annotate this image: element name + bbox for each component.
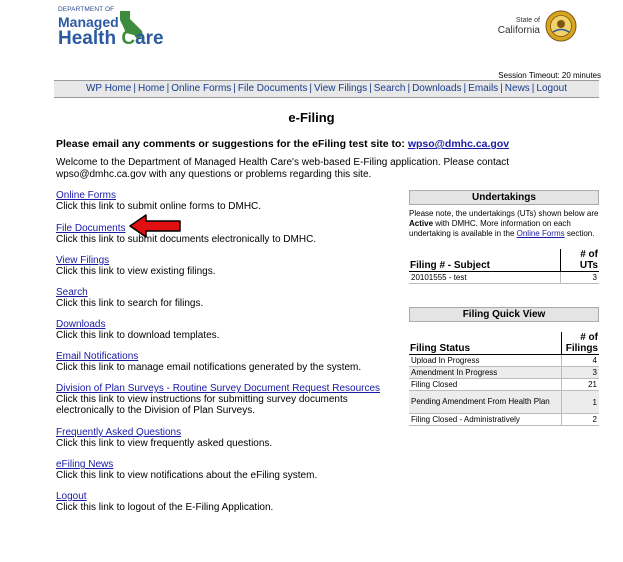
list-item	[56, 427, 272, 449]
link-description: Click this link to view notifications about the eFiling system.	[56, 470, 318, 481]
table-cell-status: Upload In Progress	[409, 355, 562, 367]
email-notice	[56, 138, 509, 150]
link-description: Click this link to view existing filings.	[56, 266, 216, 277]
nav-separator: |	[233, 83, 236, 94]
nav-online-forms[interactable]: Online Forms	[171, 83, 232, 94]
red-arrow-icon	[128, 213, 182, 239]
email-notice-text: Please email any comments or suggestions for the eFiling test site to:	[56, 138, 408, 150]
logout-link[interactable]: Logout	[56, 491, 87, 502]
efiling-news-link[interactable]: eFiling News	[56, 459, 114, 470]
file-documents-link[interactable]: File Documents	[56, 223, 126, 234]
nav-home[interactable]: Home	[137, 83, 165, 94]
nav-separator: |	[166, 83, 170, 94]
logo-dept-line: DEPARTMENT OF	[58, 6, 115, 13]
link-description: Click this link to view frequently asked questions.	[56, 438, 273, 449]
nav-downloads[interactable]: Downloads	[412, 83, 462, 94]
downloads-link[interactable]: Downloads	[56, 319, 106, 330]
list-item	[56, 190, 261, 212]
nav-emails[interactable]: Emails	[468, 83, 499, 94]
table-cell-status: Amendment In Progress	[409, 367, 562, 379]
list-item	[56, 255, 216, 277]
nav-separator: |	[463, 83, 467, 94]
page-title: e-Filing	[288, 110, 335, 125]
undertakings-note: Please note, the undertakings (UTs) shown below are Active with DMHC. More information on each undertaking is available in the Online Forms section.	[409, 209, 599, 238]
list-item	[56, 459, 317, 481]
link-description: Click this link to search for filings.	[56, 298, 204, 309]
dmhc-logo	[56, 6, 176, 48]
link-description: Click this link to download templates.	[56, 330, 220, 341]
view-filings-link[interactable]: View Filings	[56, 255, 110, 266]
table-cell-status: Filing Closed	[409, 379, 562, 391]
undertakings-online-forms-link[interactable]: Online Forms	[516, 229, 565, 238]
column-header-uts: # of UTs	[561, 249, 599, 272]
logo-managed: Managed	[58, 14, 119, 30]
table-row	[409, 379, 599, 391]
table-row	[409, 367, 599, 379]
filing-quick-view-table	[409, 332, 599, 426]
nav-separator: |	[407, 83, 411, 94]
filing-quick-view-panel	[409, 307, 599, 426]
table-cell-count: 3	[561, 272, 599, 284]
nav-view-filings[interactable]: View Filings	[313, 83, 368, 94]
table-cell-status: Pending Amendment From Health Plan	[409, 391, 562, 414]
email-notifications-link[interactable]: Email Notifications	[56, 351, 139, 362]
table-header-row	[409, 332, 599, 355]
nav-separator: |	[500, 83, 503, 94]
table-row	[409, 414, 599, 426]
state-of-california	[488, 17, 540, 36]
column-header-status: Filing Status	[409, 332, 562, 355]
nav-file-documents[interactable]: File Documents	[237, 83, 308, 94]
table-row	[409, 355, 599, 367]
nav-search[interactable]: Search	[373, 83, 406, 94]
column-header-filings: # of Filings	[562, 332, 599, 355]
link-description: Click this link to manage email notifications generated by the system.	[56, 362, 362, 373]
email-notice-link[interactable]: wpso@dmhc.ca.gov	[407, 138, 510, 150]
california-seal-icon	[545, 10, 577, 42]
nav-wp-home[interactable]: WP Home	[85, 83, 132, 94]
top-navigation	[54, 80, 599, 98]
logo-health-care: Health Care	[58, 28, 164, 49]
table-cell-count: 21	[562, 379, 599, 391]
link-description: Click this link to submit documents electronically to DMHC.	[56, 234, 317, 245]
nav-logout[interactable]: Logout	[536, 83, 567, 94]
link-description: Click this link to logout of the E-Filing Application.	[56, 502, 274, 513]
list-item	[56, 319, 219, 341]
list-item	[56, 351, 361, 373]
session-timeout: Session Timeout: 20 minutes	[498, 71, 601, 80]
nav-separator: |	[309, 83, 312, 94]
nav-separator: |	[133, 83, 136, 94]
state-of-label: State of	[515, 17, 540, 24]
table-cell-count: 1	[562, 391, 599, 414]
table-row	[409, 391, 599, 414]
nav-news[interactable]: News	[504, 83, 530, 94]
online-forms-link[interactable]: Online Forms	[56, 190, 117, 201]
table-cell-count: 3	[562, 367, 599, 379]
plan-surveys-link[interactable]: Division of Plan Surveys - Routine Survey Document Request Resources	[56, 383, 381, 394]
filing-quick-view-title: Filing Quick View	[409, 307, 599, 322]
list-item	[56, 287, 203, 309]
list-item	[56, 383, 380, 416]
nav-separator: |	[369, 83, 372, 94]
link-description-line2: electronically to the Division of Plan Surveys.	[56, 405, 255, 416]
table-cell-count: 2	[562, 414, 599, 426]
link-description: Click this link to view instructions for submitting survey documents	[56, 394, 348, 405]
undertakings-panel	[409, 190, 599, 284]
table-cell-subject: 20101555 - test	[409, 272, 561, 284]
table-header-row	[409, 249, 599, 272]
california-label: California	[497, 25, 540, 36]
table-cell-count: 4	[562, 355, 599, 367]
undertakings-title: Undertakings	[409, 190, 599, 205]
column-header-subject: Filing # - Subject	[409, 249, 561, 272]
list-item	[56, 223, 316, 245]
undertakings-table	[409, 249, 599, 284]
faq-link[interactable]: Frequently Asked Questions	[56, 427, 182, 438]
nav-separator: |	[531, 83, 535, 94]
welcome-text: Welcome to the Department of Managed Health Care's web-based E-Filing application. Please contact wpso@dmhc.ca.gov with any questions or problems regarding this site.	[56, 157, 510, 180]
list-item	[56, 491, 273, 513]
table-row	[409, 272, 599, 284]
table-cell-status: Filing Closed - Administratively	[409, 414, 562, 426]
link-description: Click this link to submit online forms to DMHC.	[56, 201, 262, 212]
search-link[interactable]: Search	[56, 287, 88, 298]
